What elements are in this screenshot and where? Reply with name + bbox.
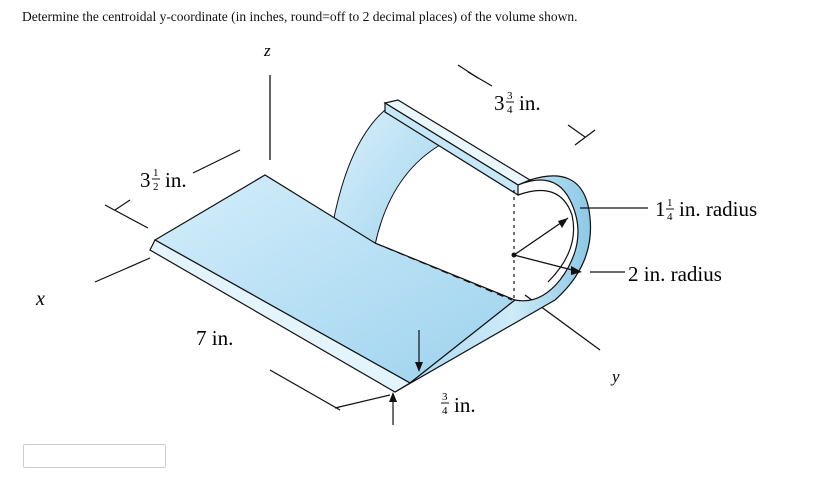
outer-radius-label: 2 in. radius [628,262,722,286]
inner-radius-arrowhead [558,218,568,228]
answer-input[interactable] [23,444,166,468]
left-width-whole: 3 [140,168,151,192]
top-width-whole: 3 [494,91,505,115]
top-width-label [494,90,541,116]
thickness-num: 3 [442,391,448,403]
y-axis-label: y [612,367,620,386]
top-dim-line-right [568,125,585,137]
question-text: Determine the centroidal y-coordinate (in inches, round=off to 2 decimal places) of the volume shown. [22,9,578,24]
inner-radius-whole: 1 [655,197,666,221]
inner-radius-label [655,197,757,223]
left-dim-line-bottom [105,205,148,228]
inner-radius-den: 4 [667,211,673,223]
x-axis-label: x [36,288,45,310]
left-dim-ext [115,200,130,210]
top-width-den: 4 [507,104,513,116]
thickness-label [441,391,476,417]
top-width-num: 3 [507,90,513,102]
left-dim-line-top [193,150,240,173]
top-dim-line-left [468,72,492,86]
top-width-unit: in. [519,91,541,115]
left-width-num: 1 [153,167,159,179]
inner-radius-unit: in. radius [679,197,758,221]
inner-radius-num: 1 [667,197,673,209]
length-label: 7 in. [196,326,234,350]
length-dim-line-lower [270,370,340,410]
z-axis-label: z [264,41,271,60]
thickness-unit: in. [454,393,476,417]
thickness-den: 4 [442,405,448,417]
left-width-den: 2 [153,181,159,193]
left-width-unit: in. [165,168,187,192]
length-dim-line-upper [95,258,150,282]
radius-center-point [512,253,517,258]
length-dim-ext [335,395,390,408]
thickness-arrowhead-bottom [389,392,397,402]
left-width-label [140,167,187,193]
